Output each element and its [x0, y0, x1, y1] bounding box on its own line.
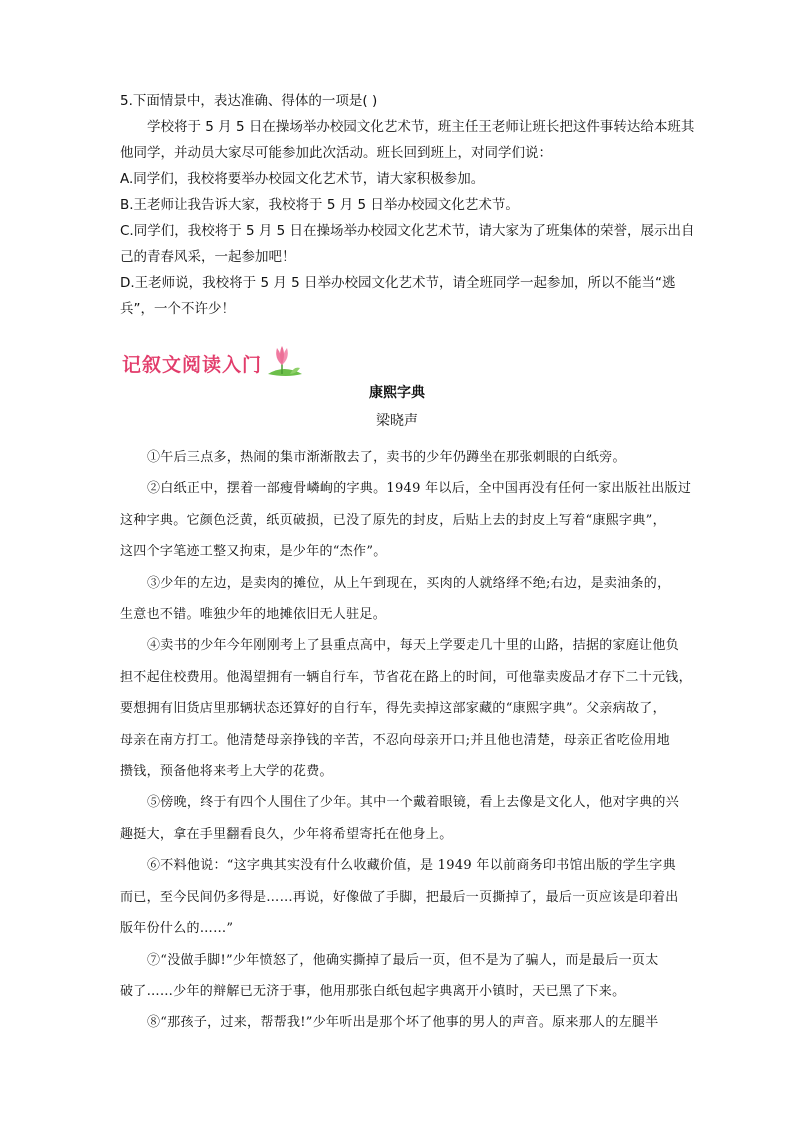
- option-d-line-2: 兵”，一个不许少！: [120, 301, 235, 317]
- paragraph-6-line-2: 而已，至今民间仍多得是……再说，好像做了手脚，把最后一页撕掉了，最后一页应该是印着出: [120, 889, 679, 905]
- paragraph-1-line-1: ①午后三点多，热闹的集市渐渐散去了，卖书的少年仍蹲坐在那张刺眼的白纸旁。: [147, 450, 626, 465]
- article-title: 康熙字典: [369, 385, 425, 401]
- option-b: B.王老师让我告诉大家，我校将于 5 月 5 日举办校园文化艺术节。: [120, 197, 519, 213]
- question-stem: 5.下面情景中，表达准确、得体的一项是( ): [120, 93, 378, 109]
- option-a: A.同学们，我校将要举办校园文化艺术节，请大家积极参加。: [120, 171, 485, 187]
- scenario-line-1: 学校将于 5 月 5 日在操场举办校园文化艺术节，班主任王老师让班长把这件事转达给本班其: [147, 119, 695, 135]
- article-body: [120, 442, 710, 1039]
- scenario-line-2: 他同学，并动员大家尽可能参加此次活动。班长回到班上，对同学们说：: [120, 145, 552, 161]
- paragraph-5-line-2: 趣挺大，拿在手里翻看良久，少年将希望寄托在他身上。: [120, 826, 453, 842]
- section-banner-title: 记叙文阅读入门: [122, 353, 263, 376]
- paragraph-8-line-1: ⑧“那孩子，过来，帮帮我!”少年听出是那个坏了他事的男人的声音。原来那人的左腿半: [147, 1015, 659, 1031]
- paragraph-4-line-3: 要想拥有旧货店里那辆状态还算好的自行车，得先卖掉这部家藏的“康熙字典”。父亲病故了，: [120, 701, 666, 717]
- paragraph-7-line-1: ⑦“没做手脚!”少年愤怒了，他确实撕掉了最后一页，但不是为了骗人，而是最后一页太: [147, 952, 659, 968]
- article-author: 梁晓声: [376, 413, 418, 429]
- section-banner: [122, 346, 304, 380]
- paragraph-6-line-3: 版年份什么的……”: [120, 921, 234, 937]
- question-5: [120, 88, 710, 322]
- paragraph-4-line-5: 攒钱，预备他将来考上大学的花费。: [120, 764, 333, 780]
- paragraph-4-line-4: 母亲在南方打工。他清楚母亲挣钱的辛苦，不忍向母亲开口;并且他也清楚，母亲正省吃俭用地: [120, 732, 670, 748]
- paragraph-6-line-1: ⑥不料他说：“这字典其实没有什么收藏价值，是 1949 年以前商务印书馆出版的学生字典: [147, 858, 676, 874]
- paragraph-5-line-1: ⑤傍晚，终于有四个人围住了少年。其中一个戴着眼镜，看上去像是文化人，他对字典的兴: [147, 795, 680, 811]
- option-c-line-1: C.同学们，我校将于 5 月 5 日在操场举办校园文化艺术节，请大家为了班集体的荣誉，展示出自: [120, 223, 695, 239]
- paragraph-2-line-1: ②白纸正中，摆着一部瘦骨嶙峋的字典。1949 年以后，全中国再没有任何一家出版社出版过: [147, 481, 692, 497]
- paragraph-2-line-3: 这四个字笔迹工整又拘束，是少年的“杰作”。: [120, 544, 387, 560]
- lotus-icon: [264, 344, 304, 378]
- paragraph-4-line-1: ④卖书的少年今年刚刚考上了县重点高中，每天上学要走几十里的山路，拮据的家庭让他负: [147, 638, 680, 654]
- paragraph-4-line-2: 担不起住校费用。他渴望拥有一辆自行车，节省花在路上的时间，可他靠卖废品才存下二十元钱，: [120, 669, 692, 685]
- paragraph-7-line-2: 破了……少年的辩解已无济于事，他用那张白纸包起字典离开小镇时，天已黑了下来。: [120, 983, 626, 999]
- paragraph-2-line-2: 这种字典。它颜色泛黄，纸页破损，已没了原先的封皮，后贴上去的封皮上写着“康熙字典”，: [120, 512, 666, 528]
- option-d-line-1: D.王老师说，我校将于 5 月 5 日举办校园文化艺术节，请全班同学一起参加，所以不能当“逃: [120, 275, 676, 291]
- option-c-line-2: 己的青春风采，一起参加吧！: [120, 249, 296, 265]
- paragraph-3-line-1: ③少年的左边，是卖肉的摊位，从上午到现在，买肉的人就络绎不绝;右边，是卖油条的，: [147, 575, 671, 591]
- paragraph-3-line-2: 生意也不错。唯独少年的地摊依旧无人驻足。: [120, 607, 387, 623]
